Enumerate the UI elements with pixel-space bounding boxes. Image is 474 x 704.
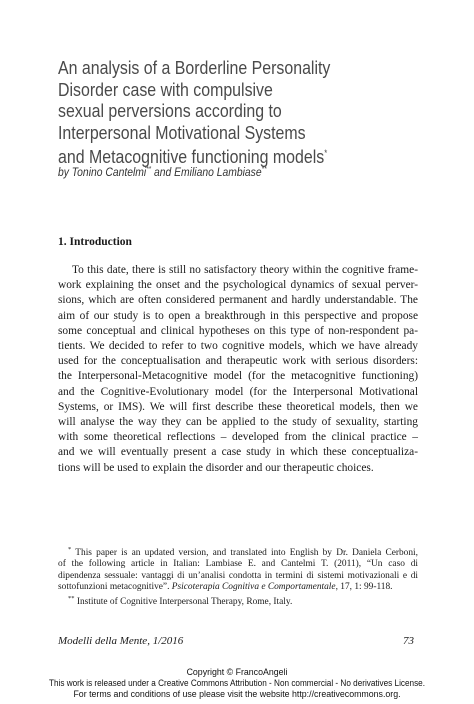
byline-author1: by Tonino Cantelmi: [58, 166, 147, 179]
footnote-1-line: [58, 544, 418, 559]
paragraph-line: will analyse the way they can be applied to the study of sexuality, starting: [58, 416, 418, 429]
footnote-1-line: of the following article in Italian: Lambiase E. and Cantelmi T. (2011), “Un caso di: [58, 559, 418, 570]
copyright-line: Copyright © FrancoAngeli: [186, 667, 288, 677]
footnote-2-marker: **: [68, 594, 75, 602]
title-line: sexual perversions according to: [58, 100, 282, 121]
paragraph-line: aim of our study is to open a breakthrough in this perspective and propose: [58, 309, 418, 322]
paragraph-line: the Interpersonal-Metacognitive model (for the metacognitive functioning): [58, 370, 418, 383]
footnote-1-line: [58, 582, 418, 593]
paragraph-line: some conceptual and clinical hypotheses on this type of non-respondent pa-: [58, 324, 418, 337]
author1-affiliation-marker: **: [146, 166, 152, 173]
license-notice: [0, 667, 474, 700]
footnote-1-journal: Psicoterapia Cognitiva e Comportamentale: [171, 581, 336, 592]
article-title: [58, 57, 438, 168]
paragraph-line: used for the conceptualisation and therapeutic work with serious disorders:: [58, 355, 418, 368]
title-line: [58, 143, 385, 168]
paragraph-line: tions will be used to explain the disorder and our therapeutic choices.: [58, 461, 374, 474]
author-byline: [58, 166, 267, 179]
title-line: Interpersonal Motivational Systems: [58, 121, 306, 143]
byline-author2: and Emiliano Lambiase: [151, 166, 262, 179]
footnotes: [58, 544, 418, 608]
paragraph-line: Systems, or IMS). We will first describe these theoretical models, then we: [58, 400, 418, 413]
paragraph-line: and we will eventually present a case study in which these conceptualiza-: [58, 446, 418, 459]
footnote-2-line: [58, 593, 418, 608]
paragraph-line: To this date, there is still no satisfactory theory within the cognitive frame-: [72, 264, 418, 276]
paragraph-line: tients. We decided to refer to two cognitive models, which we have already: [58, 340, 418, 353]
section-heading: 1. Introduction: [58, 236, 132, 248]
journal-name: Modelli della Mente, 1/2016: [58, 635, 184, 647]
paragraph-line: work explaining the onset and the psychological dynamics of sexual perver-: [58, 279, 418, 292]
title-line: Disorder case with compulsive: [58, 78, 273, 100]
page-number: 73: [403, 635, 414, 647]
paragraph-line: and the Cognitive-Evolutionary model (for the Interpersonal Motivational: [58, 385, 418, 398]
terms-line: For terms and conditions of use please visit the website http://creativecommons.org.: [73, 689, 401, 699]
footnote-1-marker: *: [68, 546, 72, 553]
footnote-1-text: This paper is an updated version, and translated into English by Dr. Daniela Cerboni,: [71, 548, 418, 559]
paragraph-line: with some theoretical reflections – developed from the clinical practice –: [58, 431, 418, 444]
footnote-1-text: sottofunzioni metacognitive”.: [58, 581, 172, 592]
title-line-text: and Metacognitive functioning models: [58, 146, 325, 168]
introduction-paragraph: [58, 263, 418, 476]
license-line: This work is released under a Creative Commons Attribution - Non commercial - No derivatives License.: [48, 678, 426, 688]
title-footnote-marker: *: [324, 148, 328, 158]
footnote-1-line: dipendenza sessuale: vantaggi di un’analisi condotta in termini di sistemi motivazionali e di: [58, 570, 418, 581]
author2-affiliation-marker: **: [261, 166, 267, 173]
paragraph-line: sions, which are often considered permanent and hardly understandable. The: [58, 294, 418, 307]
footnote-2-text: Institute of Cognitive Interpersonal Therapy, Rome, Italy.: [74, 597, 293, 608]
title-line: An analysis of a Borderline Personality: [58, 57, 331, 78]
footnote-1-text: , 17, 1: 99-118.: [335, 581, 393, 592]
